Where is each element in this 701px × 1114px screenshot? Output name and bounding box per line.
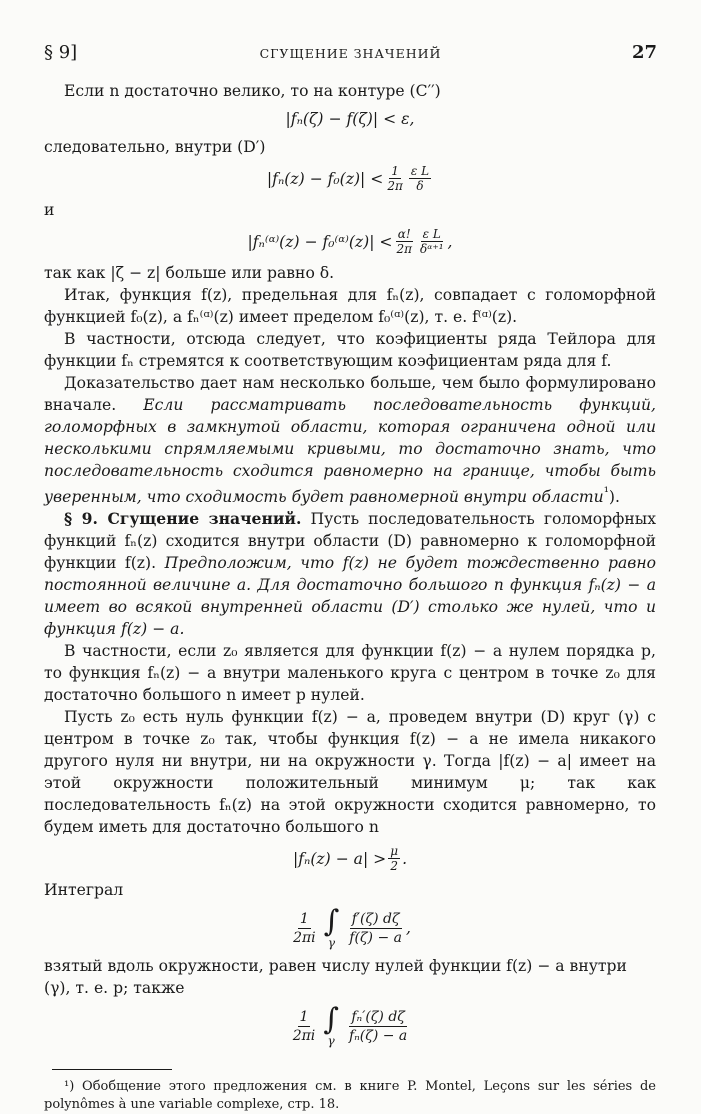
denominator: 2π [387, 179, 403, 193]
footnote-text: Обобщение этого предложения см. в книге P. Montel, Leçons sur les séries de polynômes à une variable complexe, стр. 18. [44, 1079, 656, 1113]
section-heading: § 9. Сгущение значений. [64, 509, 302, 529]
equation-3 [44, 227, 656, 256]
denominator: 2 [390, 859, 398, 874]
paragraph: В частности, отсюда следует, что коэфициенты ряда Тейлора для функции fₙ стремятся к соответствующим коэфициентам ряда для f. [44, 330, 656, 370]
text-run: ). [608, 488, 620, 507]
fraction [418, 227, 445, 256]
paragraph: В частности, если z₀ является для функции f(z) − a нулем порядка p, то функция fₙ(z) − a внутри маленького круга с центром в точке z₀ для достаточно большого n имеет p нулей. [44, 642, 656, 705]
denominator: δ [416, 179, 424, 193]
paragraph: Пусть z₀ есть нуль функции f(z) − a, проведем внутри (D) круг (γ) с центром в точке z₀ так, чтобы функция f(z) − a не имела никакого другого нуля ни внутри, ни на окружности γ. Тогда |f(z) − a| имеет на этой окружности положительный минимум μ; так как последовательность fₙ(z) на этой окружности сходится равномерно, то будем иметь для достаточно большого n [44, 708, 656, 837]
equation-6 [44, 1002, 656, 1049]
equation-2 [44, 164, 656, 193]
equation-lhs: |fₙ(z) − a| > [292, 849, 387, 868]
numerator: ε L [410, 164, 430, 178]
page-body [44, 80, 656, 1114]
section-paragraph [44, 508, 656, 640]
footnote-ref: ¹ [603, 485, 609, 500]
numerator: μ [390, 844, 399, 859]
integral-sign [323, 904, 340, 951]
equation-punct: , [447, 232, 453, 251]
text-run: Пусть последовательность голоморфных функций fₙ(z) сходится внутри области (D) равномерно к голоморфной функции f(z). [44, 510, 656, 573]
page-number: 27 [631, 42, 657, 63]
equation-text: |fₙ(ζ) − f(ζ)| < ε, [285, 110, 415, 128]
denominator: 2π [396, 242, 413, 256]
denominator: fₙ(ζ) − a [348, 1027, 408, 1044]
footnote [44, 1078, 656, 1114]
numerator: fₙ′(ζ) dζ [351, 1008, 405, 1025]
fraction [291, 1008, 318, 1045]
fraction [347, 910, 404, 947]
equation-lhs: |fₙ⁽ᵅ⁾(z) − f₀⁽ᵅ⁾(z)| < [247, 232, 393, 251]
numerator: f′(ζ) dζ [351, 910, 400, 927]
integral-contour: γ [327, 1034, 335, 1049]
numerator: α! [397, 227, 411, 241]
fraction [409, 164, 431, 193]
italic-text: Если рассматривать последовательность функций, голоморфных в замкнутой области, которая ограничена одной или несколькими спрямляемыми кривыми, то достаточно знать, что последовательность сходится равномерно на границе, чтобы быть уверенным, что сходимость будет равномерной внутри области [44, 396, 656, 507]
equation-1 [44, 108, 656, 130]
paragraph: Интеграл [44, 881, 124, 900]
paragraph: так как |ζ − z| больше или равно δ. [44, 264, 335, 282]
denominator: f(ζ) − a [349, 929, 402, 946]
numerator: 1 [391, 164, 399, 178]
numerator: ε L [422, 227, 441, 241]
fraction [388, 844, 400, 873]
numerator: 1 [299, 1008, 309, 1025]
footnote-mark: ¹) [64, 1079, 75, 1095]
equation-5 [44, 904, 656, 951]
page-header [44, 42, 657, 68]
paragraph: Итак, функция f(z), предельная для fₙ(z), совпадает с голоморфной функцией f₀(z), а fₙ⁽ᵅ⁾(z) имеет пределом f₀⁽ᵅ⁾(z), т. е. f⁽ᵅ⁾(z). [44, 286, 656, 326]
equation-punct: , [405, 919, 411, 938]
paragraph [44, 372, 656, 508]
text-run: Доказательство дает нам несколько больше, чем было формулировано вначале. [44, 374, 656, 414]
paragraph: Если n достаточно велико, то на контуре (C′′) [64, 82, 441, 100]
paragraph: следовательно, внутри (D′) [44, 138, 266, 156]
paragraph: и [44, 201, 55, 219]
denominator: 2πi [292, 1027, 316, 1044]
integral-symbol: ∫ [323, 904, 340, 940]
equation-punct: . [402, 849, 408, 868]
section-ref: § 9] [44, 42, 78, 63]
equation-4 [44, 844, 656, 873]
paragraph: взятый вдоль окружности, равен числу нулей функции f(z) − a внутри (γ), т. е. p; также [44, 957, 627, 998]
integral-symbol: ∫ [323, 1002, 339, 1038]
denominator: 2πi [293, 929, 316, 946]
denominator: δᵅ⁺¹ [420, 242, 444, 256]
numerator: 1 [299, 910, 309, 927]
integral-contour: γ [327, 936, 336, 951]
fraction [347, 1008, 409, 1045]
equation-lhs: |fₙ(z) − f₀(z)| < [266, 169, 384, 188]
footnote-divider [52, 1069, 172, 1070]
fraction [395, 227, 415, 256]
fraction [291, 910, 318, 947]
fraction [385, 164, 405, 193]
integral-sign [323, 1002, 339, 1049]
running-title: СГУЩЕНИЕ ЗНАЧЕНИЙ [259, 46, 442, 61]
italic-text: Предположим, что f(z) не будет тождественно равно постоянной величине a. Для достаточно большого n функция fₙ(z) − a имеет во всякой внутренней области (D′) столько же нулей, что и функция f(z) − a. [44, 554, 656, 639]
